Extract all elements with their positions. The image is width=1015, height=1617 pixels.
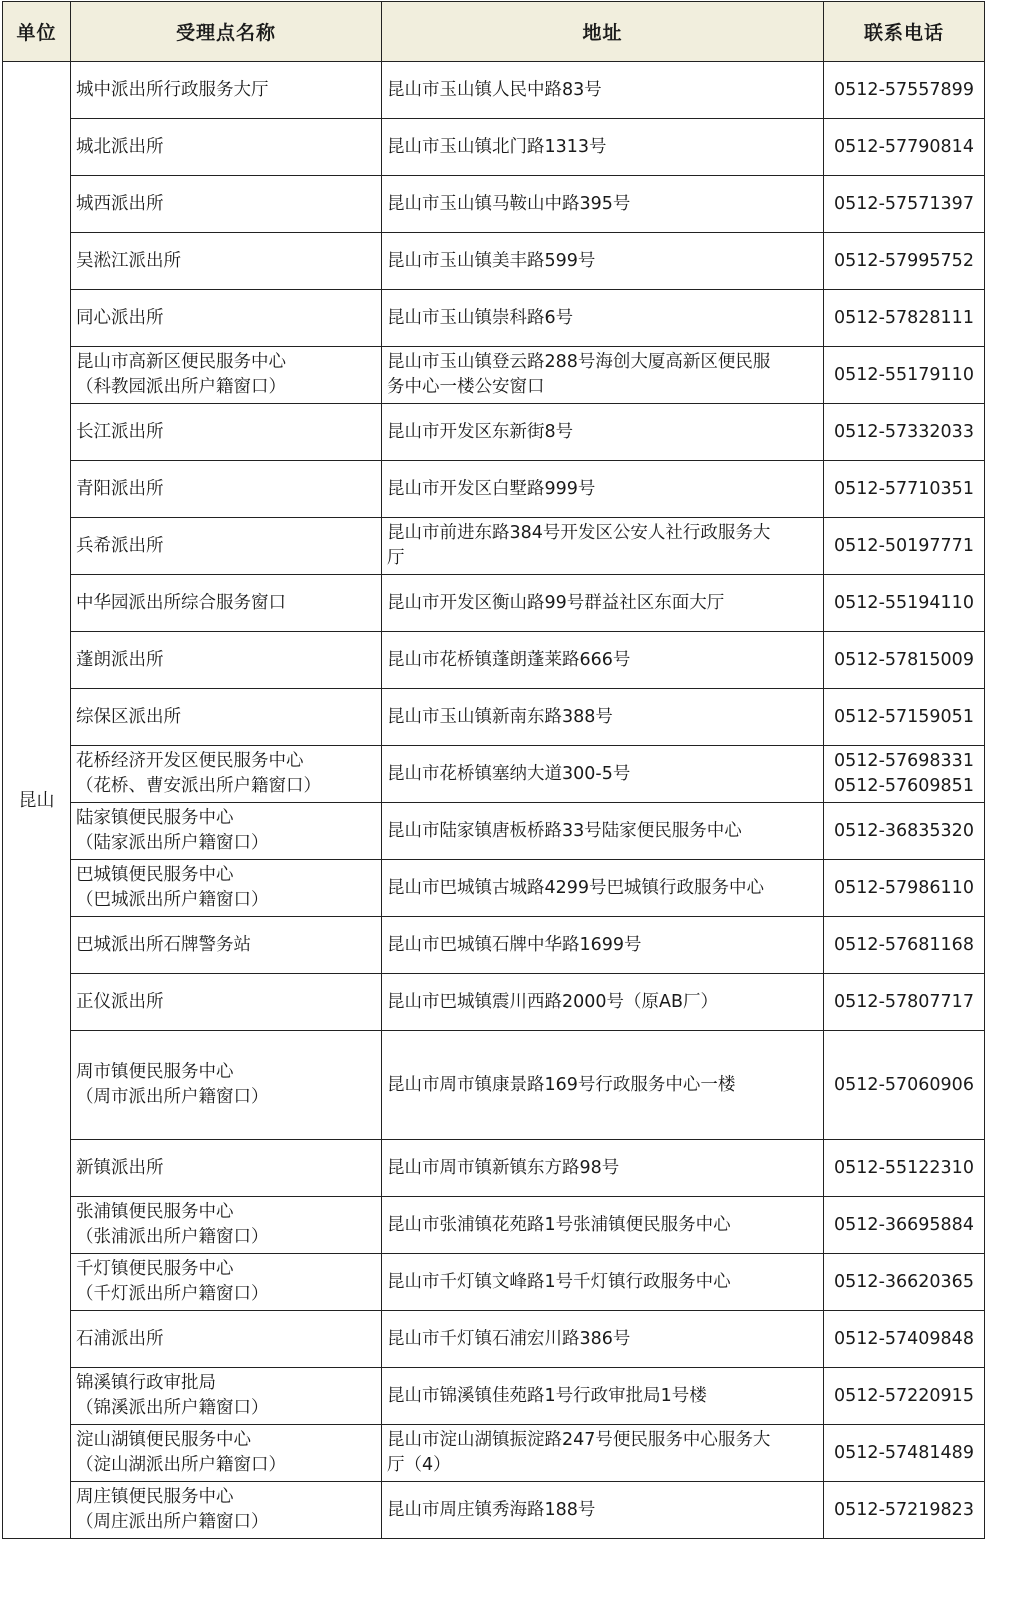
name-line: 花桥经济开发区便民服务中心	[76, 751, 304, 771]
phone-number: 0512-57807717	[834, 991, 974, 1012]
name-line: 昆山市高新区便民服务中心	[76, 352, 286, 372]
table-row	[3, 1425, 985, 1482]
name-line: 锦溪镇行政审批局	[76, 1373, 216, 1393]
service-point-name	[71, 119, 382, 176]
service-point-name	[71, 1311, 382, 1368]
service-point-phone	[824, 1031, 985, 1140]
address-line: 厅（4）	[387, 1455, 451, 1475]
service-point-address	[382, 461, 824, 518]
service-point-name	[71, 1425, 382, 1482]
service-point-name	[71, 290, 382, 347]
address-line: 昆山市玉山镇新南东路388号	[387, 706, 613, 727]
service-point-phone	[824, 347, 985, 404]
phone-number: 0512-57815009	[834, 649, 974, 670]
table-row	[3, 518, 985, 575]
name-line: 城北派出所	[76, 136, 164, 157]
address-line: 昆山市开发区东新街8号	[387, 421, 574, 442]
phone-number: 0512-57698331	[834, 751, 974, 771]
name-line: （千灯派出所户籍窗口）	[76, 1284, 269, 1304]
address-line: 昆山市巴城镇震川西路2000号（原AB厂）	[387, 991, 719, 1012]
table-row	[3, 1140, 985, 1197]
phone-number: 0512-57609851	[834, 776, 974, 796]
address-line: 昆山市玉山镇北门路1313号	[387, 136, 607, 157]
phone-number: 0512-36695884	[834, 1214, 974, 1235]
address-line: 昆山市千灯镇文峰路1号千灯镇行政服务中心	[387, 1271, 731, 1292]
phone-number: 0512-57332033	[834, 421, 974, 442]
table-row	[3, 119, 985, 176]
service-point-name	[71, 1197, 382, 1254]
service-point-address	[382, 1425, 824, 1482]
service-point-phone	[824, 119, 985, 176]
name-line: 长江派出所	[76, 421, 164, 442]
table-row	[3, 1368, 985, 1425]
name-line: 青阳派出所	[76, 478, 164, 499]
service-point-name	[71, 347, 382, 404]
phone-number: 0512-57995752	[834, 250, 974, 271]
service-point-phone	[824, 1311, 985, 1368]
header-address: 地址	[382, 2, 824, 62]
service-point-phone	[824, 860, 985, 917]
service-point-phone	[824, 1482, 985, 1539]
service-point-phone	[824, 518, 985, 575]
service-point-address	[382, 347, 824, 404]
table-row	[3, 1197, 985, 1254]
address-line: 务中心一楼公安窗口	[387, 377, 545, 397]
service-point-name	[71, 689, 382, 746]
service-point-name	[71, 518, 382, 575]
service-point-phone	[824, 803, 985, 860]
name-line: 蓬朗派出所	[76, 649, 164, 670]
service-point-name	[71, 404, 382, 461]
contact-sheet	[2, 1, 984, 1539]
name-line: 同心派出所	[76, 307, 164, 328]
phone-number: 0512-57481489	[834, 1442, 974, 1463]
name-line: 千灯镇便民服务中心	[76, 1259, 234, 1279]
service-points-table	[2, 1, 985, 1539]
table-row	[3, 803, 985, 860]
phone-number: 0512-57571397	[834, 193, 974, 214]
name-line: 周市镇便民服务中心	[76, 1062, 234, 1082]
service-point-address	[382, 974, 824, 1031]
name-line: （淀山湖派出所户籍窗口）	[76, 1455, 286, 1475]
name-line: （周市派出所户籍窗口）	[76, 1087, 269, 1107]
table-row	[3, 1031, 985, 1140]
table-row	[3, 233, 985, 290]
service-point-name	[71, 1031, 382, 1140]
table-row	[3, 347, 985, 404]
phone-number: 0512-50197771	[834, 535, 974, 556]
phone-number: 0512-57710351	[834, 478, 974, 499]
service-point-address	[382, 1197, 824, 1254]
service-point-phone	[824, 290, 985, 347]
service-point-address	[382, 860, 824, 917]
service-point-address	[382, 404, 824, 461]
name-line: 吴淞江派出所	[76, 250, 181, 271]
name-line: 淀山湖镇便民服务中心	[76, 1430, 251, 1450]
address-line: 昆山市周市镇新镇东方路98号	[387, 1157, 620, 1178]
address-line: 昆山市玉山镇人民中路83号	[387, 79, 602, 100]
name-line: 张浦镇便民服务中心	[76, 1202, 234, 1222]
phone-number: 0512-55194110	[834, 592, 974, 613]
name-line: 城西派出所	[76, 193, 164, 214]
address-line: 厅	[387, 548, 405, 568]
service-point-address	[382, 632, 824, 689]
service-point-name	[71, 1368, 382, 1425]
service-point-address	[382, 746, 824, 803]
address-line: 昆山市巴城镇石牌中华路1699号	[387, 934, 642, 955]
header-unit: 单位	[3, 2, 71, 62]
service-point-phone	[824, 917, 985, 974]
table-row	[3, 290, 985, 347]
table-row	[3, 746, 985, 803]
table-row	[3, 62, 985, 119]
table-row	[3, 176, 985, 233]
name-line: （周庄派出所户籍窗口）	[76, 1512, 269, 1532]
service-point-address	[382, 1140, 824, 1197]
address-line: 昆山市花桥镇塞纳大道300-5号	[387, 763, 631, 784]
service-point-address	[382, 119, 824, 176]
name-line: 石浦派出所	[76, 1328, 164, 1349]
service-point-name	[71, 1140, 382, 1197]
phone-number: 0512-55179110	[834, 364, 974, 385]
name-line: （锦溪派出所户籍窗口）	[76, 1398, 269, 1418]
service-point-address	[382, 689, 824, 746]
service-point-name	[71, 461, 382, 518]
service-point-address	[382, 518, 824, 575]
service-point-name	[71, 803, 382, 860]
service-point-address	[382, 290, 824, 347]
service-point-address	[382, 1254, 824, 1311]
phone-number: 0512-36835320	[834, 820, 974, 841]
address-line: 昆山市玉山镇马鞍山中路395号	[387, 193, 631, 214]
service-point-phone	[824, 746, 985, 803]
service-point-address	[382, 917, 824, 974]
address-line: 昆山市玉山镇美丰路599号	[387, 250, 596, 271]
table-row	[3, 1482, 985, 1539]
name-line: 周庄镇便民服务中心	[76, 1487, 234, 1507]
service-point-phone	[824, 1425, 985, 1482]
phone-number: 0512-57159051	[834, 706, 974, 727]
name-line: （巴城派出所户籍窗口）	[76, 890, 269, 910]
service-point-name	[71, 575, 382, 632]
table-row	[3, 689, 985, 746]
phone-number: 0512-57986110	[834, 877, 974, 898]
address-line: 昆山市玉山镇崇科路6号	[387, 307, 574, 328]
service-point-phone	[824, 689, 985, 746]
service-point-phone	[824, 176, 985, 233]
service-point-address	[382, 575, 824, 632]
header-phone: 联系电话	[824, 2, 985, 62]
header-name: 受理点名称	[71, 2, 382, 62]
service-point-name	[71, 1482, 382, 1539]
address-line: 昆山市前进东路384号开发区公安人社行政服务大	[387, 523, 771, 543]
service-point-name	[71, 860, 382, 917]
phone-number: 0512-57220915	[834, 1385, 974, 1406]
phone-number: 0512-57828111	[834, 307, 974, 328]
table-row	[3, 917, 985, 974]
table-row	[3, 404, 985, 461]
service-point-phone	[824, 461, 985, 518]
phone-number: 0512-57790814	[834, 136, 974, 157]
service-point-name	[71, 62, 382, 119]
service-point-name	[71, 176, 382, 233]
phone-number: 0512-57060906	[834, 1074, 974, 1095]
service-point-phone	[824, 404, 985, 461]
name-line: （陆家派出所户籍窗口）	[76, 833, 269, 853]
service-point-address	[382, 233, 824, 290]
service-point-address	[382, 1311, 824, 1368]
table-row	[3, 632, 985, 689]
service-point-address	[382, 1482, 824, 1539]
name-line: 新镇派出所	[76, 1157, 164, 1178]
name-line: 巴城派出所石牌警务站	[76, 934, 251, 955]
service-point-phone	[824, 1254, 985, 1311]
service-point-phone	[824, 974, 985, 1031]
name-line: 正仪派出所	[76, 991, 164, 1012]
phone-number: 0512-36620365	[834, 1271, 974, 1292]
service-point-name	[71, 632, 382, 689]
service-point-name	[71, 746, 382, 803]
service-point-address	[382, 1368, 824, 1425]
service-point-phone	[824, 575, 985, 632]
address-line: 昆山市开发区衡山路99号群益社区东面大厅	[387, 592, 725, 613]
table-row	[3, 1254, 985, 1311]
name-line: 综保区派出所	[76, 706, 181, 727]
name-line: 巴城镇便民服务中心	[76, 865, 234, 885]
address-line: 昆山市千灯镇石浦宏川路386号	[387, 1328, 631, 1349]
table-row	[3, 974, 985, 1031]
service-point-name	[71, 233, 382, 290]
phone-number: 0512-57219823	[834, 1499, 974, 1520]
service-point-name	[71, 974, 382, 1031]
address-line: 昆山市玉山镇登云路288号海创大厦高新区便民服	[387, 352, 771, 372]
service-point-name	[71, 917, 382, 974]
address-line: 昆山市张浦镇花苑路1号张浦镇便民服务中心	[387, 1214, 731, 1235]
name-line: （科教园派出所户籍窗口）	[76, 377, 286, 397]
table-row	[3, 1311, 985, 1368]
service-point-address	[382, 176, 824, 233]
address-line: 昆山市花桥镇蓬朗蓬莱路666号	[387, 649, 631, 670]
address-line: 昆山市锦溪镇佳苑路1号行政审批局1号楼	[387, 1385, 707, 1406]
phone-number: 0512-57409848	[834, 1328, 974, 1349]
phone-number: 0512-57557899	[834, 79, 974, 100]
service-point-address	[382, 1031, 824, 1140]
service-point-phone	[824, 1140, 985, 1197]
address-line: 昆山市周庄镇秀海路188号	[387, 1499, 596, 1520]
table-row	[3, 860, 985, 917]
address-line: 昆山市陆家镇唐板桥路33号陆家便民服务中心	[387, 820, 742, 841]
address-line: 昆山市淀山湖镇振淀路247号便民服务中心服务大	[387, 1430, 771, 1450]
name-line: （花桥、曹安派出所户籍窗口）	[76, 776, 321, 796]
name-line: 中华园派出所综合服务窗口	[76, 592, 286, 613]
address-line: 昆山市开发区白墅路999号	[387, 478, 596, 499]
table-body	[3, 62, 985, 1539]
address-line: 昆山市周市镇康景路169号行政服务中心一楼	[387, 1074, 736, 1095]
name-line: 兵希派出所	[76, 535, 164, 556]
service-point-phone	[824, 1368, 985, 1425]
name-line: 城中派出所行政服务大厅	[76, 79, 269, 100]
name-line: （张浦派出所户籍窗口）	[76, 1227, 269, 1247]
service-point-phone	[824, 233, 985, 290]
service-point-phone	[824, 632, 985, 689]
phone-number: 0512-55122310	[834, 1157, 974, 1178]
service-point-phone	[824, 62, 985, 119]
table-row	[3, 461, 985, 518]
table-row	[3, 575, 985, 632]
service-point-phone	[824, 1197, 985, 1254]
unit-cell: 昆山	[3, 62, 71, 1539]
service-point-address	[382, 803, 824, 860]
table-header-row	[3, 2, 985, 62]
service-point-name	[71, 1254, 382, 1311]
service-point-address	[382, 62, 824, 119]
phone-number: 0512-57681168	[834, 934, 974, 955]
address-line: 昆山市巴城镇古城路4299号巴城镇行政服务中心	[387, 877, 765, 898]
name-line: 陆家镇便民服务中心	[76, 808, 234, 828]
